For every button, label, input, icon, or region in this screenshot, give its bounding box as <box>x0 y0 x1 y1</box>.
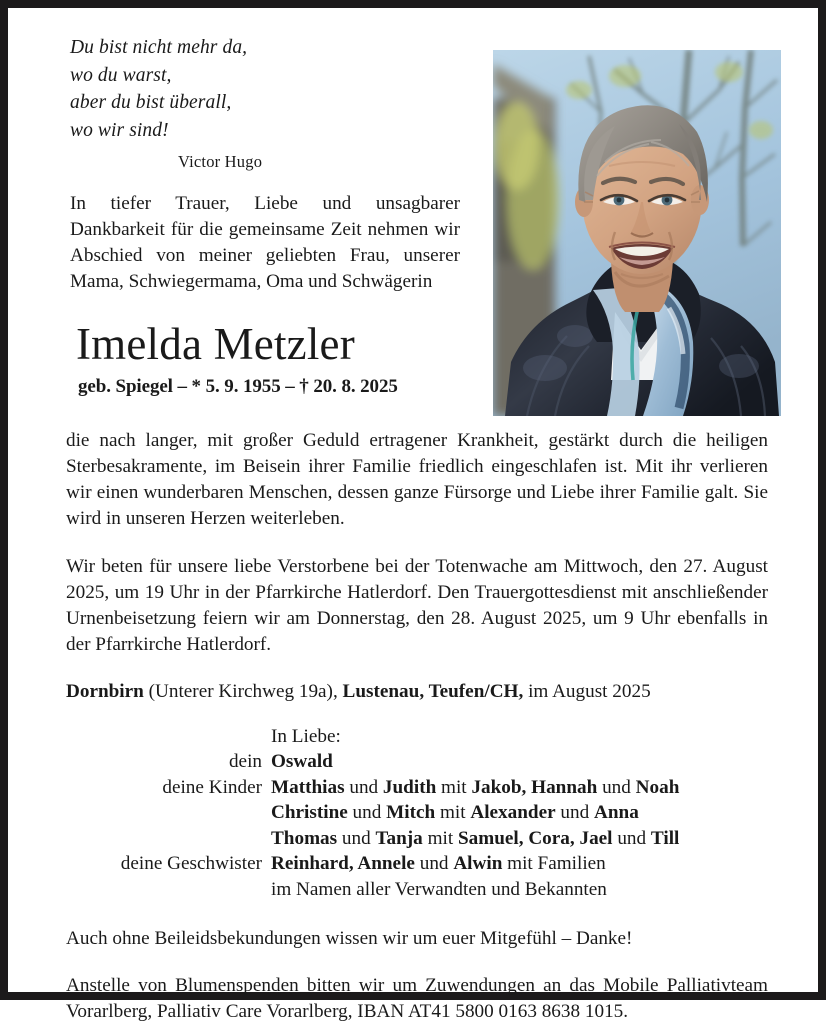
service-details-paragraph: Wir beten für unsere liebe Verstorbene bei der Totenwache am Mittwoch, den 27. August 2025, um 19 Uhr in der Pfarrkirche Hatlerdorf. Den Trauergottesdienst mit anschließender Urnenbeisetzung feiern wir am Donnerstag, den 28. August 2025, um 9 Uhr ebenfalls in der Pfarrkirche Hatlerdorf. <box>66 556 768 656</box>
survivor-row <box>66 826 679 851</box>
place-address: (Unterer Kirchweg 19a), <box>143 681 343 703</box>
survivor-names: Christine und Mitch mit Alexander und Anna <box>271 802 639 824</box>
survivors-footer: im Namen aller Verwandten und Bekannten <box>271 878 607 900</box>
quote-line-2: wo du warst, <box>70 64 172 86</box>
thanks-paragraph: Auch ohne Beileidsbekundungen wissen wir um euer Mitgefühl – Danke! <box>66 928 633 950</box>
survivors-list <box>66 724 679 902</box>
survivors-heading-row <box>66 724 679 749</box>
top-section <box>66 34 768 406</box>
survivor-names: Matthias und Judith mit Jakob, Hannah und Noah <box>271 776 680 798</box>
survivor-row <box>66 800 679 825</box>
survivor-names: Thomas und Tanja mit Samuel, Cora, Jael und Till <box>271 827 680 849</box>
survivor-name-part: Judith <box>382 776 437 798</box>
survivor-name-part: Till <box>650 827 680 849</box>
survivor-name-part: Matthias <box>271 776 345 798</box>
survivor-name-part: Thomas <box>271 827 338 849</box>
place-city-primary: Dornbirn <box>66 681 144 703</box>
survivors-footer-spacer <box>66 877 271 902</box>
quote-column <box>66 34 476 398</box>
survivor-name-part: Alexander <box>470 802 556 824</box>
portrait-photo <box>493 50 781 416</box>
deceased-dates: geb. Spiegel – * 5. 9. 1955 – † 20. 8. 2025 <box>78 376 398 398</box>
survivor-name-part: Christine <box>271 802 348 824</box>
survivor-name-part: Tanja <box>375 827 423 849</box>
survivor-row <box>66 851 679 876</box>
survivor-name-part: Mitch <box>386 802 436 824</box>
survivor-name-part: Samuel, Cora, Jael <box>457 827 613 849</box>
survivors-heading: In Liebe: <box>271 726 341 748</box>
quote-line-1: Du bist nicht mehr da, <box>70 37 248 58</box>
survivor-name-part: Reinhard, Annele <box>271 853 415 875</box>
place-cities-secondary: Lustenau, Teufen/CH, <box>342 681 524 703</box>
illness-paragraph: die nach langer, mit großer Geduld ertragener Krankheit, gestärkt durch die heiligen Sterbesakramente, im Beisein ihrer Familie friedlich eingeschlafen ist. Mit ihr verlieren wir einen wunderbaren Menschen, dessen ganze Fürsorge und Liebe ihrer Familie galt. Sie wird in unseren Herzen weiterleben. <box>66 430 768 530</box>
survivor-name-part: Noah <box>635 776 680 798</box>
deceased-name: Imelda Metzler <box>76 318 355 369</box>
quote-line-4: wo wir sind! <box>70 120 169 142</box>
donation-paragraph: Anstelle von Blumenspenden bitten wir um Zuwendungen an das Mobile Palliativteam Vorarlberg, Palliativ Care Vorarlberg, IBAN AT41 5800 0163 8638 1015. <box>66 975 768 1023</box>
survivor-names-text: Oswald <box>271 751 333 773</box>
survivor-relation: dein <box>228 751 262 773</box>
survivors-footer-row <box>66 877 679 902</box>
survivor-names <box>271 749 679 774</box>
survivor-name-part: Jakob, Hannah <box>471 776 598 798</box>
survivor-relation: deine Kinder <box>162 776 262 798</box>
intro-paragraph: In tiefer Trauer, Liebe und unsagbarer Dankbarkeit für die gemeinsame Zeit nehmen wir Abschied von meiner geliebten Frau, unserer Mama, Schwiegermama, Oma und Schwägerin <box>70 193 460 292</box>
survivor-relation <box>66 826 271 851</box>
survivor-name-part: Anna <box>594 802 639 824</box>
memorial-quote <box>70 34 476 145</box>
survivor-name-part: Alwin <box>453 853 503 875</box>
quote-line-3: aber du bist überall, <box>70 92 232 114</box>
survivor-row <box>66 775 679 800</box>
place-and-date-line <box>66 679 768 705</box>
quote-attribution: Victor Hugo <box>178 151 263 171</box>
survivors-heading-spacer <box>66 724 271 749</box>
obituary-sheet <box>8 8 818 1023</box>
place-month-year: im August 2025 <box>523 681 651 703</box>
survivor-relation: deine Geschwister <box>120 853 262 875</box>
survivor-names: Reinhard, Annele und Alwin mit Familien <box>271 853 606 875</box>
survivor-relation <box>66 800 271 825</box>
survivor-row <box>66 749 679 774</box>
